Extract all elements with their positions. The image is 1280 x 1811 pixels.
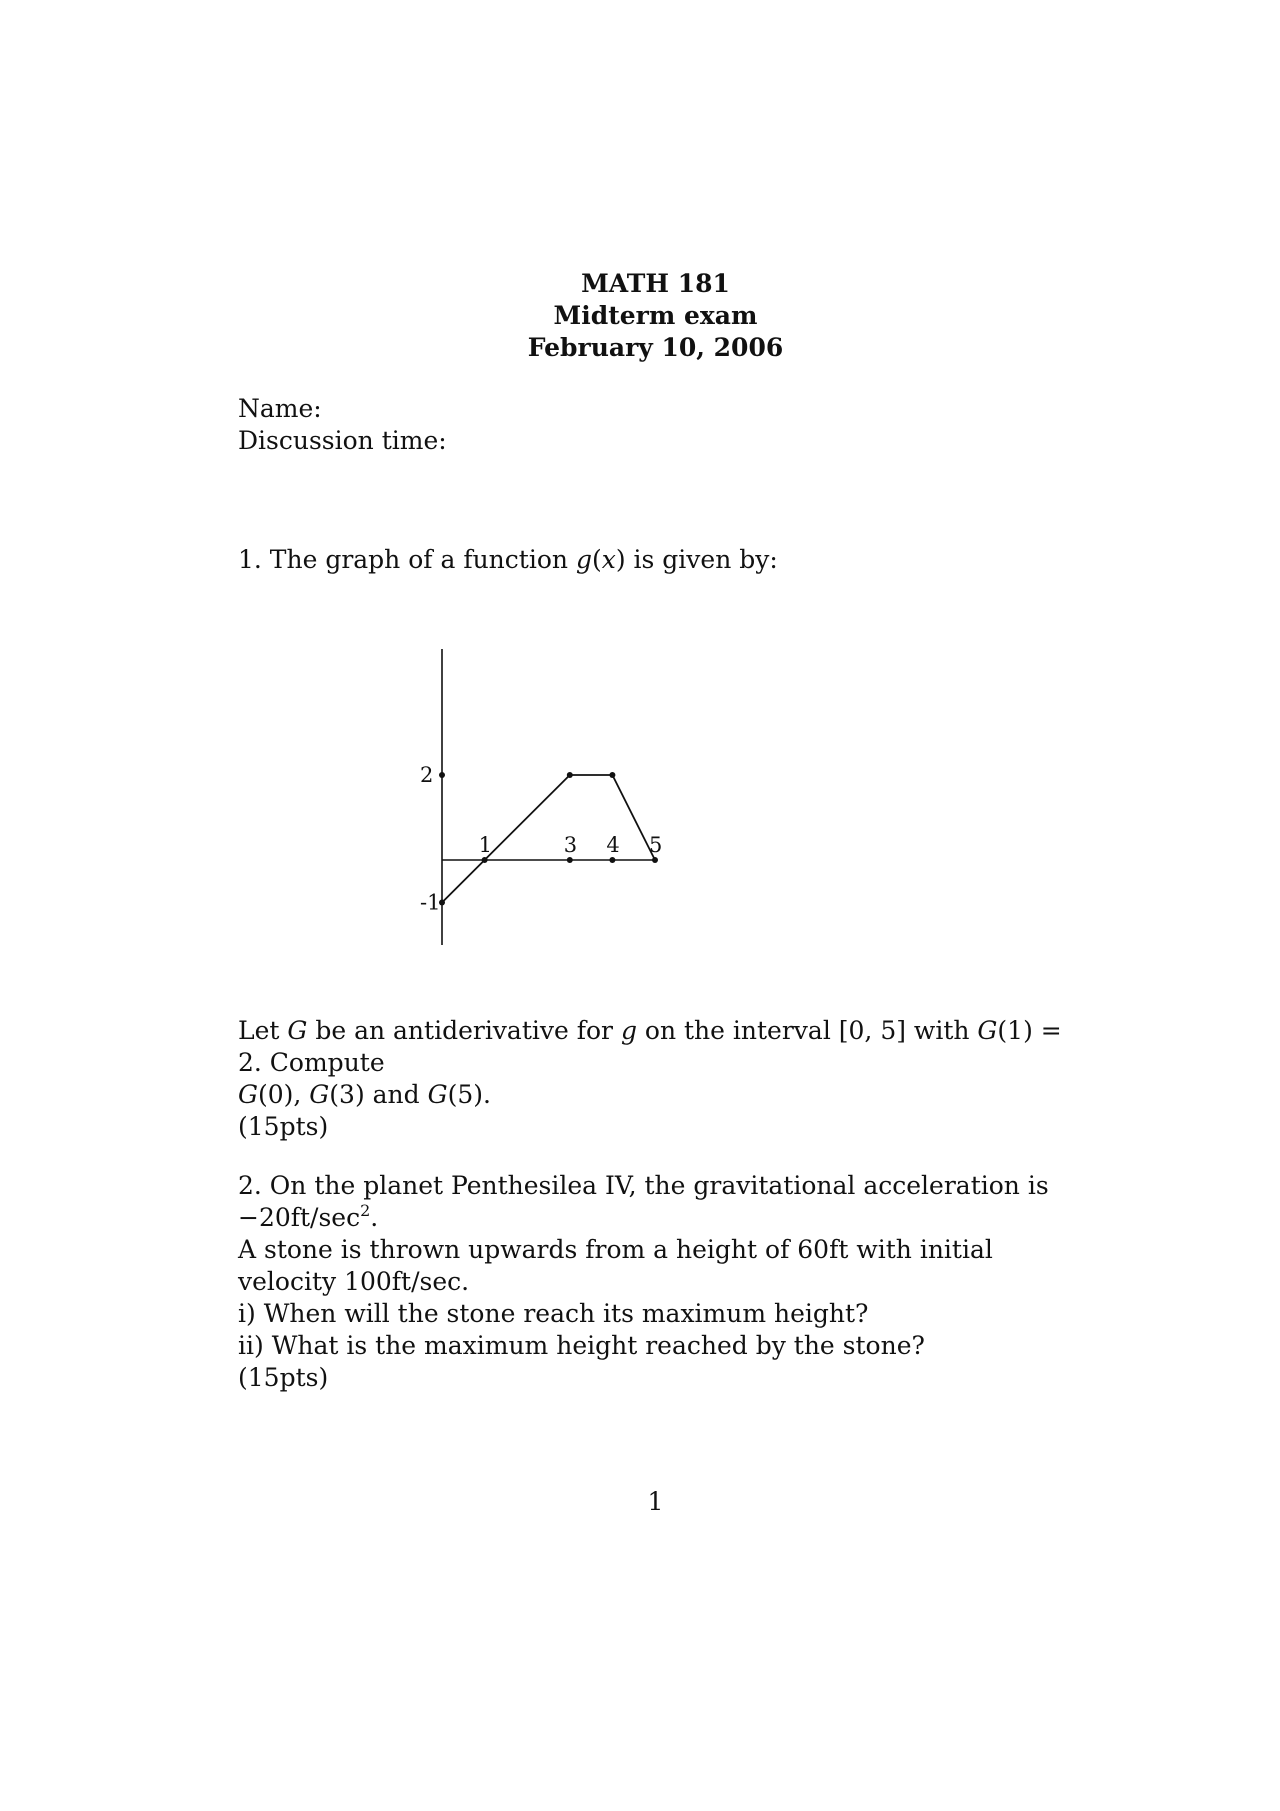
q1-text-d: (1) = 2. Compute (238, 1016, 1062, 1077)
graph-point-3 (567, 772, 573, 778)
y-tick-label-neg1: -1 (420, 890, 441, 915)
q2-line-1-text: 2. On the planet Penthesilea IV, the gravitational acceleration is −20ft/sec (238, 1171, 1049, 1232)
q2-points: (15pts) (238, 1363, 329, 1392)
course-title: MATH 181 (581, 269, 730, 298)
graph-point-4 (609, 772, 615, 778)
g-graph-line (442, 775, 655, 903)
x-tick-label-3: 3 (563, 833, 578, 857)
graph-points (439, 772, 658, 906)
q1-text-c: on the interval [0, 5] with (636, 1016, 978, 1045)
x-axis-dot-4 (609, 857, 615, 863)
q1-g: g (620, 1016, 637, 1045)
q2-line-1-end: . (370, 1203, 379, 1232)
question-1-body (238, 1015, 1080, 1143)
name-label: Name: (238, 394, 322, 423)
x-tick-label-1: 1 (478, 833, 492, 857)
y-axis-dot-2 (439, 772, 445, 778)
q2-line-1 (238, 1170, 1080, 1234)
x-axis-dot-3 (567, 857, 573, 863)
q1-intro-prefix: 1. The graph of a function (238, 545, 576, 574)
q1-G0: G (238, 1080, 258, 1109)
q2-exponent: 2 (360, 1201, 371, 1220)
q1-text-a: Let (238, 1016, 288, 1045)
q1-points: (15pts) (238, 1112, 329, 1141)
q2-line-3: i) When will the stone reach its maximum height? (238, 1299, 869, 1328)
x-tick-label-5: 5 (649, 833, 663, 857)
discussion-time-label: Discussion time: (238, 426, 447, 455)
q1-text-e: (0), (257, 1080, 310, 1109)
q1-text-g: (5). (447, 1080, 491, 1109)
exam-date: February 10, 2006 (527, 333, 784, 362)
q1-intro-paren: ( (591, 545, 602, 574)
y-tick-label-2: 2 (420, 763, 434, 787)
q1-G3: G (309, 1080, 330, 1109)
q1-intro-suffix: ) is given by: (615, 545, 778, 574)
q1-G1: G (977, 1016, 998, 1045)
q2-line-2: A stone is thrown upwards from a height of 60ft with initial velocity 100ft/sec. (238, 1235, 993, 1296)
q1-body-line-2 (238, 1079, 1080, 1111)
q1-body-line-1 (238, 1015, 1080, 1079)
graph-point-5 (652, 857, 658, 863)
q1-G5: G (427, 1080, 448, 1109)
exam-title: Midterm exam (553, 301, 758, 330)
q1-intro-var: x (601, 545, 616, 574)
tick-labels (420, 763, 662, 915)
page-number: 1 (647, 1487, 664, 1516)
q1-intro-func: g (575, 545, 592, 574)
x-tick-label-4: 4 (606, 833, 620, 857)
q1-text-f: (3) and (329, 1080, 428, 1109)
graph-point-1 (482, 857, 488, 863)
question-2 (238, 1170, 1080, 1394)
q2-line-4: ii) What is the maximum height reached by the stone? (238, 1331, 925, 1360)
q1-G: G (287, 1016, 308, 1045)
q1-text-b: be an antiderivative for (307, 1016, 621, 1045)
